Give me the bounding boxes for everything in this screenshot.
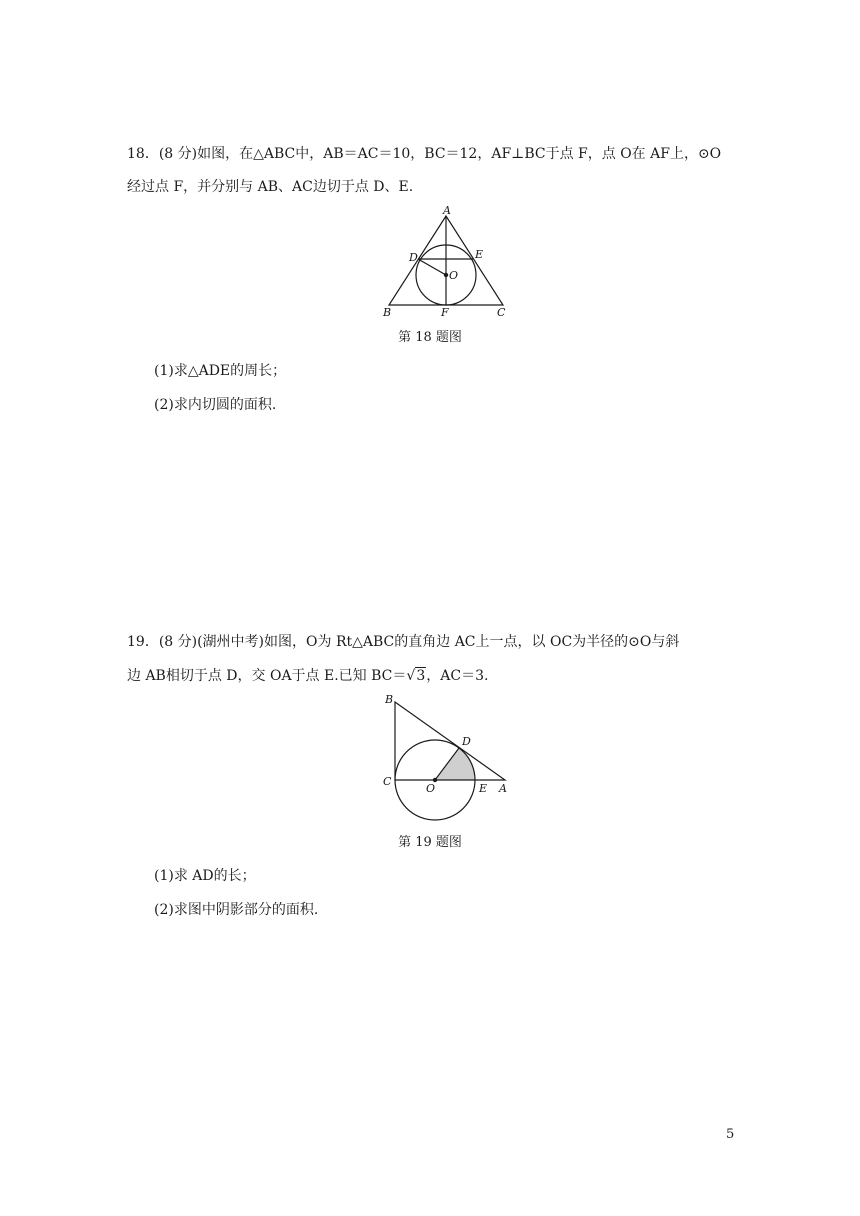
problem-18-line-1: 18．(8 分)如图，在△ABC中，AB＝AC＝10，BC＝12，AF⊥BC于点 F，点 O在 AF上，⊙O xyxy=(127,146,722,162)
label-e: E xyxy=(475,248,484,261)
label-a-19: A xyxy=(499,782,507,795)
problem-19-question-1: (1)求 AD的长； xyxy=(154,868,256,884)
label-c-19: C xyxy=(383,775,392,788)
figure-18-caption: 第 18 题图 xyxy=(398,330,462,345)
triangle-abc-19 xyxy=(395,702,505,780)
label-a: A xyxy=(443,204,451,217)
problem-19-line-2 xyxy=(127,666,739,686)
problem-18-question-1: (1)求△ADE的周长； xyxy=(154,363,287,379)
point-o-19 xyxy=(433,778,437,782)
problem-19-line-1: 19．(8 分)(湖州中考)如图，O为 Rt△ABC的直角边 AC上一点，以 OC为半径的⊙O与斜 xyxy=(127,634,680,650)
problem-19-line-2-prefix: 边 AB相切于点 D，交 OA于点 E.已知 BC＝ xyxy=(127,668,407,684)
label-b-19: B xyxy=(385,693,394,706)
shaded-sector xyxy=(435,748,475,780)
figure-19-caption: 第 19 题图 xyxy=(398,835,462,850)
label-f: F xyxy=(441,306,449,319)
problem-19-line-2-suffix: ，AC＝3. xyxy=(426,668,489,684)
problem-18-question-2: (2)求内切圆的面积. xyxy=(154,397,277,413)
point-o xyxy=(444,273,448,277)
circle-o-19 xyxy=(395,740,475,820)
sqrt-sign: √ xyxy=(406,668,416,684)
incircle-o xyxy=(416,245,476,305)
sqrt-radicand: 3 xyxy=(416,668,426,684)
triangle-abc xyxy=(389,216,503,305)
segment-od xyxy=(418,259,446,275)
label-o-19: O xyxy=(426,782,436,795)
label-c: C xyxy=(497,306,506,319)
page-number: 5 xyxy=(726,1127,735,1142)
segment-od-19 xyxy=(435,748,459,780)
label-d-19: D xyxy=(462,735,471,748)
label-o: O xyxy=(449,269,459,282)
label-e-19: E xyxy=(479,782,488,795)
label-b: B xyxy=(383,306,392,319)
problem-18-line-2: 经过点 F，并分别与 AB、AC边切于点 D、E. xyxy=(127,179,414,195)
label-d: D xyxy=(409,251,418,264)
problem-19-question-2: (2)求图中阴影部分的面积. xyxy=(154,902,319,918)
